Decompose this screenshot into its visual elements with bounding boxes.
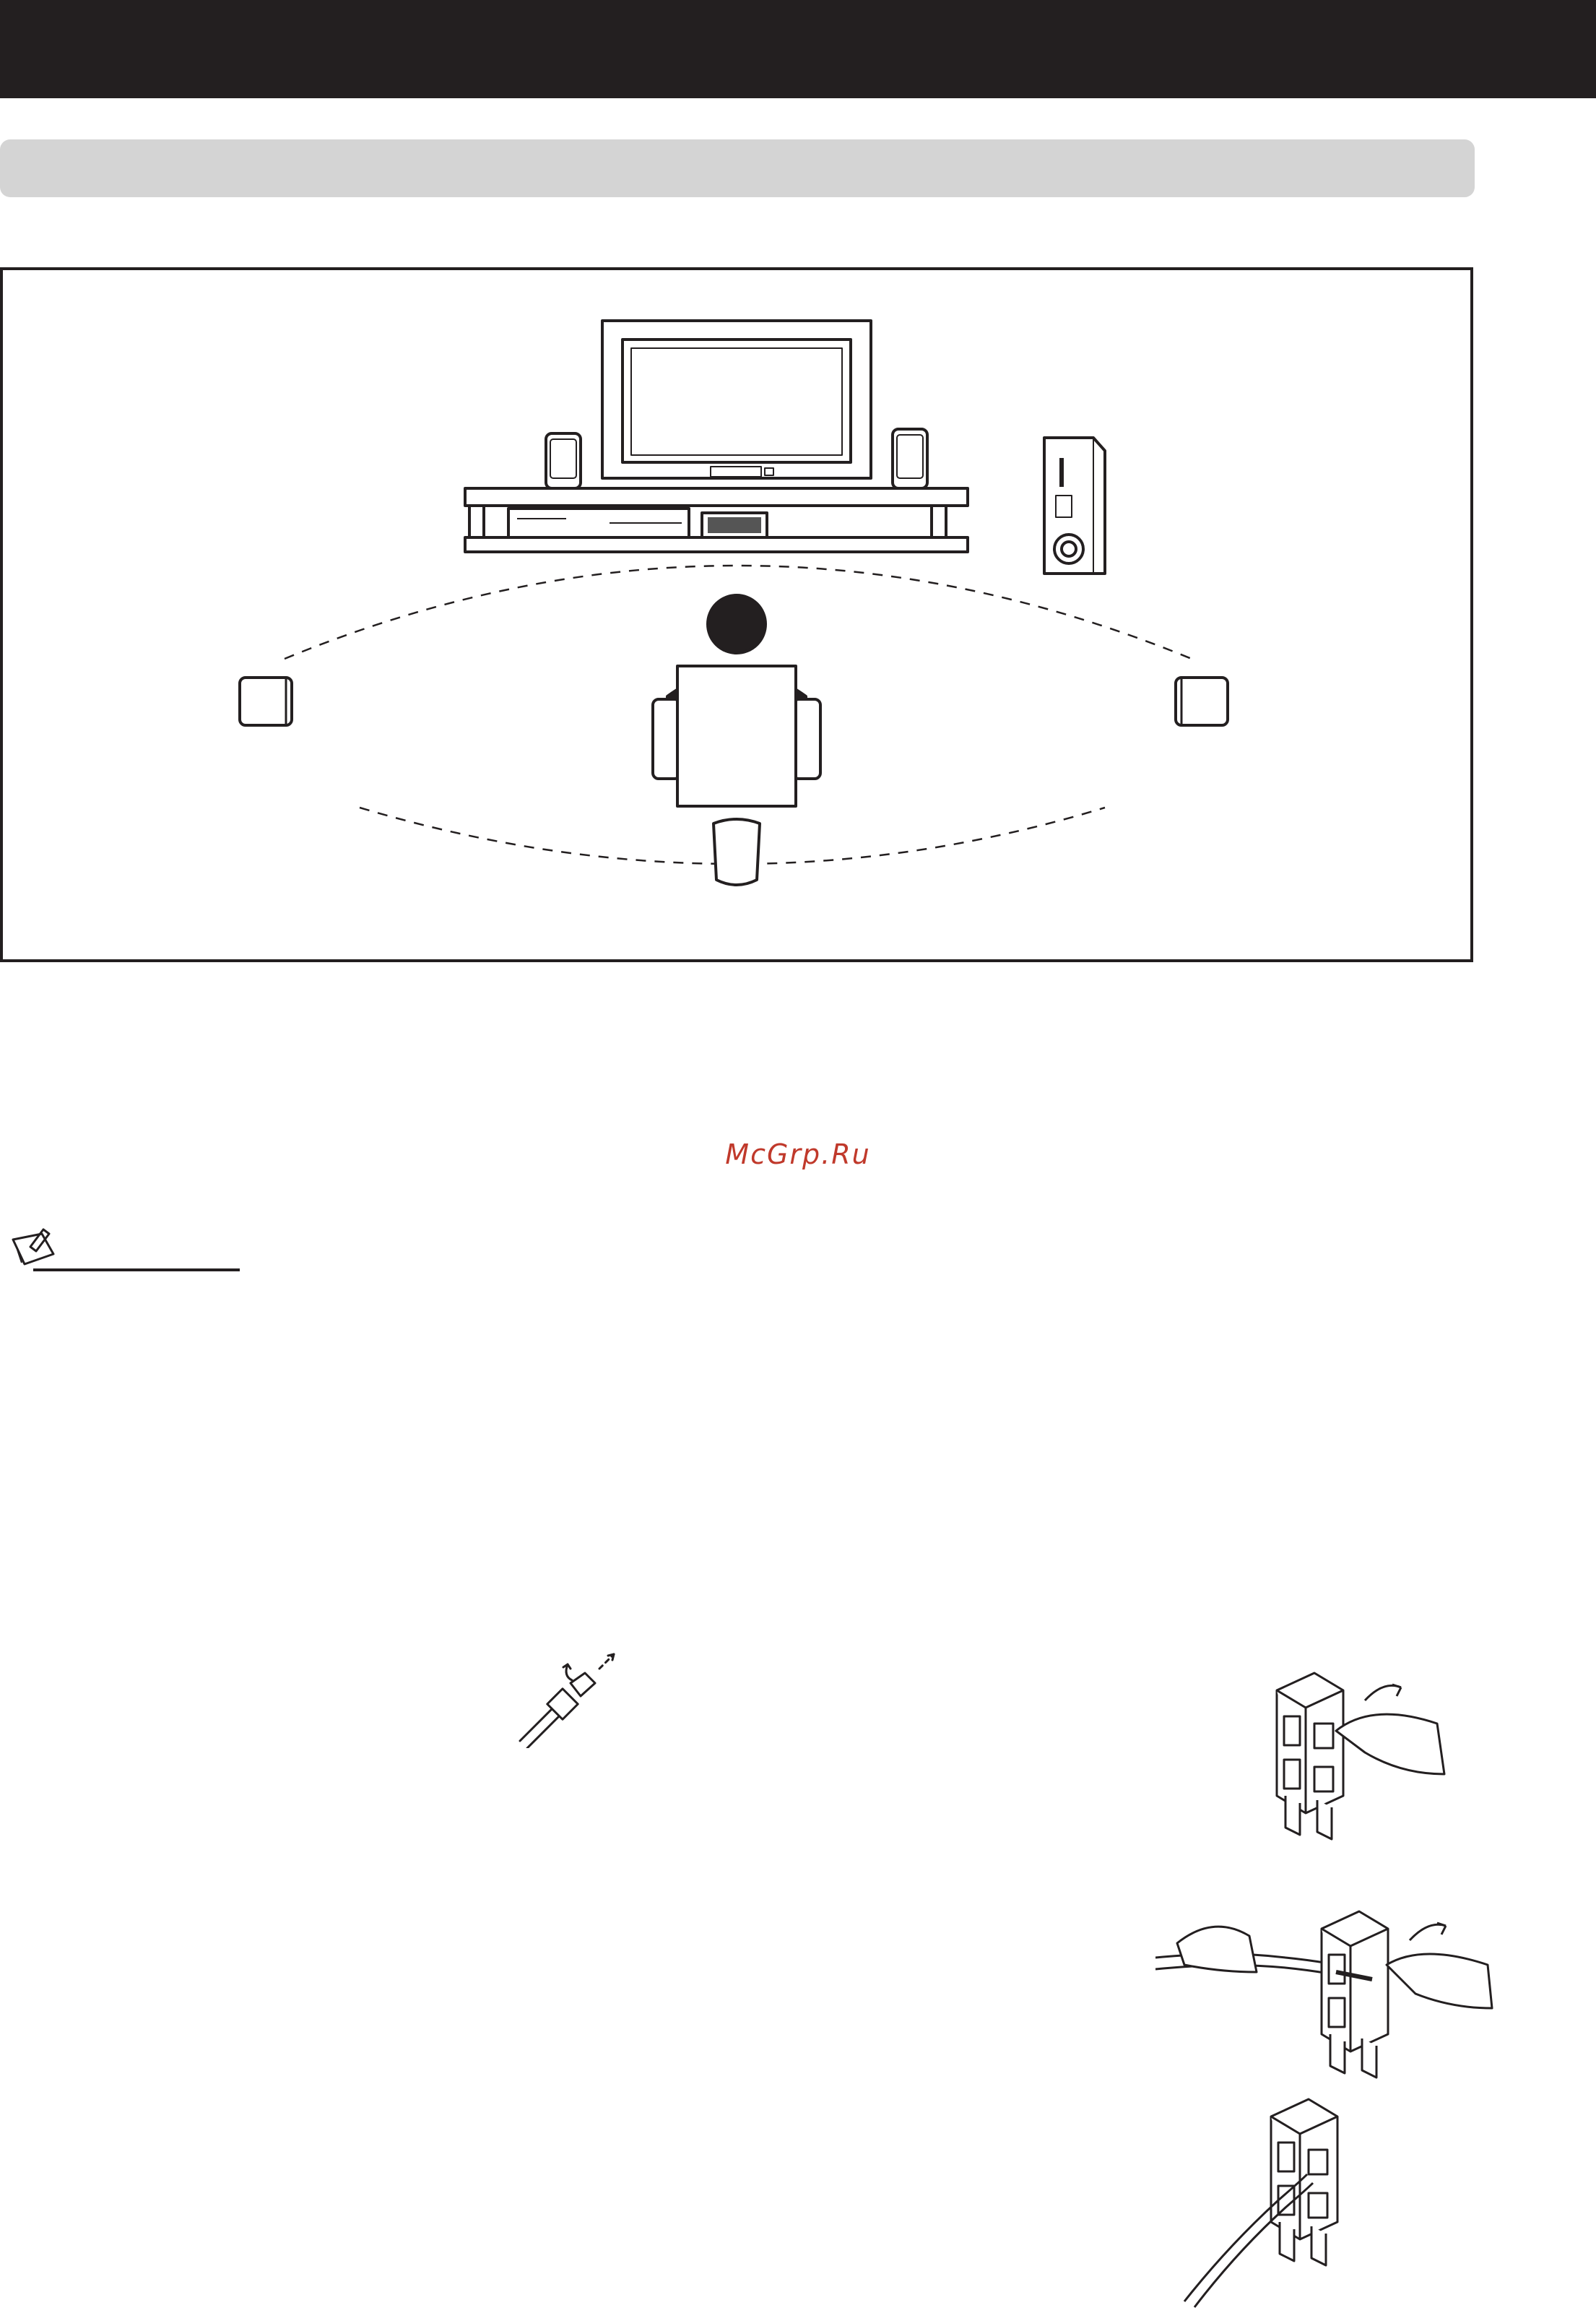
speaker-terminal-wire-secured-step <box>1170 2088 1401 2312</box>
front-left-speaker <box>546 433 581 488</box>
speaker-terminal-open-step <box>1257 1659 1459 1846</box>
television <box>602 321 871 478</box>
speaker-placement-diagram <box>0 267 1473 962</box>
speaker-layout-illustration <box>3 270 1470 959</box>
watermark-text: McGrp.Ru <box>725 1138 871 1170</box>
front-right-speaker <box>893 429 927 488</box>
subwoofer <box>1044 438 1105 574</box>
speaker-plug-twist-icon <box>506 1633 636 1748</box>
note-underline-rule <box>33 1268 240 1271</box>
speaker-terminal-insert-wire-step <box>1155 1885 1495 2088</box>
tv-rack <box>465 488 968 552</box>
rear-center-speaker <box>714 819 760 885</box>
surround-right-speaker <box>1176 678 1228 725</box>
listener-on-chair <box>653 595 820 806</box>
surround-left-speaker <box>240 678 292 725</box>
section-title-bar <box>0 139 1475 197</box>
page-header-bar <box>0 0 1596 98</box>
note-pencil-icon <box>9 1225 59 1273</box>
